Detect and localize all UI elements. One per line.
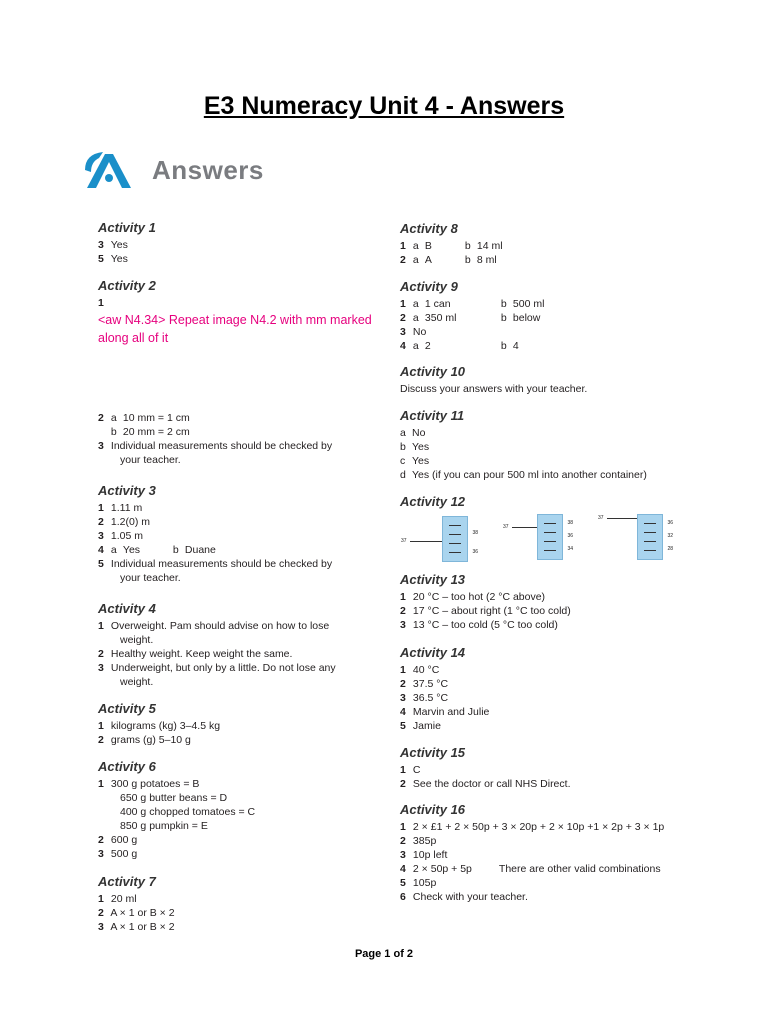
answer-line: b Yes (400, 441, 430, 453)
answer-line: 1 40 °C (400, 664, 440, 676)
activity-heading: Activity 8 (400, 221, 458, 236)
scale-number: 34 (567, 546, 573, 552)
answer-line: 3 1.05 m (98, 530, 144, 542)
answer-line: c Yes (400, 455, 430, 467)
answer-line: 3 Individual measurements should be checked by (98, 440, 333, 452)
activity-7 (98, 874, 175, 935)
activity-heading: Activity 15 (400, 745, 466, 760)
thermometer-label: 37 (598, 515, 604, 521)
thermometer-scale (637, 514, 673, 560)
answer-line: 2 a 10 mm = 1 cm (98, 412, 190, 424)
activity-heading: Activity 4 (98, 601, 156, 616)
activity-heading: Activity 16 (400, 802, 466, 817)
thermometer-scale (537, 514, 573, 560)
activity-heading: Activity 10 (400, 364, 466, 379)
answer-line: 2 A × 1 or B × 2 (98, 907, 175, 919)
answer-line: 2 600 g (98, 834, 138, 846)
thermometer-scale (442, 516, 478, 562)
activity-9 (400, 279, 544, 354)
activity-heading: Activity 3 (98, 483, 156, 498)
activity-2-continued (98, 412, 332, 468)
answer-line: 2 grams (g) 5–10 g (98, 734, 191, 746)
answer-line: 1 2 × £1 + 2 × 50p + 3 × 20p + 2 × 10p +1 × 2p + 3 × 1p (400, 821, 665, 833)
answer-line: your teacher. (120, 454, 181, 466)
activity-8 (400, 221, 503, 268)
activity-6 (98, 759, 255, 862)
answer-line: b 20 mm = 2 cm (110, 426, 190, 438)
answer-line: 1 a B b 14 ml (400, 240, 503, 252)
answer-line: weight. (120, 634, 154, 646)
activity-heading: Activity 9 (400, 279, 458, 294)
scale-number: 38 (567, 520, 573, 526)
answer-line: weight. (120, 676, 154, 688)
activity-1 (98, 220, 156, 267)
answers-logo-icon (83, 150, 143, 190)
scale-number: 36 (567, 533, 573, 539)
page-title: E3 Numeracy Unit 4 - Answers (203, 92, 565, 120)
answer-line: 3 Yes (98, 239, 128, 251)
answer-line: 4 a Yes b Duane (98, 544, 216, 556)
scale-number: 36 (667, 520, 673, 526)
answers-heading: Answers (152, 155, 264, 185)
answer-line: 5 Individual measurements should be checked by (98, 558, 333, 570)
activity-heading: Activity 12 (400, 494, 466, 509)
answer-line: 4 2 × 50p + 5p There are other valid combinations (400, 863, 661, 875)
answer-line: 5 Jamie (400, 720, 441, 732)
activity-3 (98, 483, 332, 586)
answer-line: 2 385p (400, 835, 437, 847)
answer-line: 1 C (400, 764, 421, 776)
answer-line: 5 105p (400, 877, 437, 889)
scale-number: 32 (667, 533, 673, 539)
page-footer: Page 1 of 2 (354, 948, 414, 960)
activity-heading: Activity 2 (98, 278, 156, 293)
activity-heading: Activity 13 (400, 572, 466, 587)
answer-line: 1 1.11 m (98, 502, 143, 514)
activity-15 (400, 745, 570, 792)
activity-heading: Activity 11 (400, 408, 465, 423)
answer-line: 4 Marvin and Julie (400, 706, 490, 718)
activity-heading: Activity 6 (98, 759, 156, 774)
answer-line: 1 300 g potatoes = B (98, 778, 200, 790)
activity-11 (400, 408, 647, 483)
artwork-note: <aw N4.34> Repeat image N4.2 with mm marked along all of it (98, 313, 372, 345)
answer-line: 650 g butter beans = D (120, 792, 228, 804)
activity-heading: Activity 7 (98, 874, 156, 889)
answer-line: 1 20 °C – too hot (2 °C above) (400, 591, 546, 603)
answer-line: 3 13 °C – too cold (5 °C too cold) (400, 619, 558, 631)
answer-line: 3 No (400, 326, 427, 338)
answer-line: 2 1.2(0) m (98, 516, 151, 528)
activity-5 (98, 701, 220, 748)
answer-line: 3 A × 1 or B × 2 (98, 921, 175, 933)
thermometer-label: 37 (503, 524, 509, 530)
answer-line: your teacher. (120, 572, 181, 584)
activity-heading: Activity 14 (400, 645, 466, 660)
answer-line: 6 Check with your teacher. (400, 891, 528, 903)
answer-line: 5 Yes (98, 253, 128, 265)
scale-number: 38 (472, 530, 478, 536)
answer-line: 1 20 ml (98, 893, 137, 905)
answer-line: 400 g chopped tomatoes = C (120, 806, 256, 818)
answer-line: 1 Overweight. Pam should advise on how to lose (98, 620, 330, 632)
activity-heading: Activity 5 (98, 701, 156, 716)
answer-line: 3 Underweight, but only by a little. Do not lose any (98, 662, 336, 674)
answer-line: 2 See the doctor or call NHS Direct. (400, 778, 571, 790)
answer-line: a No (400, 427, 426, 439)
answer-line: 2 a 350 ml b below (400, 312, 541, 324)
answer-line: 1 kilograms (kg) 3–4.5 kg (98, 720, 221, 732)
scale-number: 28 (667, 546, 673, 552)
activity-13 (400, 572, 571, 633)
answer-line: Discuss your answers with your teacher. (400, 383, 588, 395)
activity-14 (400, 645, 489, 734)
activity-2 (98, 278, 373, 347)
answer-line: 1 a 1 can b 500 ml (400, 298, 545, 310)
activity-16 (400, 802, 664, 905)
answer-line: 1 (98, 297, 104, 309)
answer-line: 2 17 °C – about right (1 °C too cold) (400, 605, 571, 617)
answer-line: 3 500 g (98, 848, 138, 860)
answer-line: 3 10p left (400, 849, 448, 861)
thermometer-label: 37 (401, 538, 407, 544)
scale-number: 36 (472, 549, 478, 555)
answer-line: 2 a A b 8 ml (400, 254, 497, 266)
answer-line: 850 g pumpkin = E (120, 820, 208, 832)
activity-heading: Activity 1 (98, 220, 156, 235)
activity-10 (400, 364, 587, 397)
activity-12 (400, 494, 465, 513)
answer-line: 4 a 2 b 4 (400, 340, 519, 352)
answer-line: 2 37.5 °C (400, 678, 449, 690)
activity-4 (98, 601, 336, 690)
answer-line: 3 36.5 °C (400, 692, 449, 704)
answer-line: 2 Healthy weight. Keep weight the same. (98, 648, 293, 660)
answer-line: d Yes (if you can pour 500 ml into another container) (400, 469, 647, 481)
